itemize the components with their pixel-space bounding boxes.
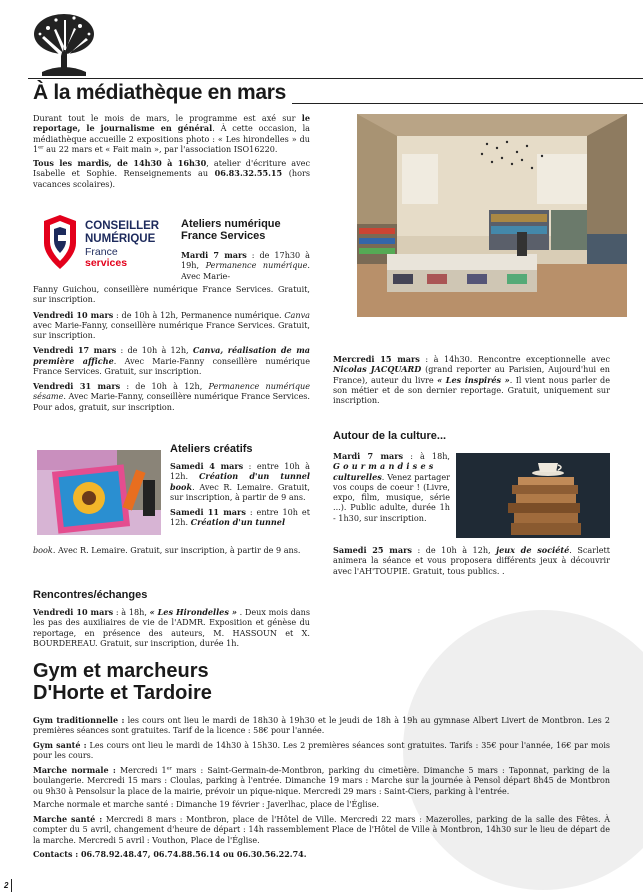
ateliers-creatifs-title: Ateliers créatifs <box>170 443 253 455</box>
gym-traditionnelle: Gym traditionnelle : les cours ont lieu le mardi de 18h30 à 19h30 et le jeudi de 18h à 19h au gymnase Albert Livert de Montbron. Les 2 premières séances sont gratuites. Tarif de la licence : 58€ pour l'année. <box>33 715 611 736</box>
intro-block <box>33 113 310 189</box>
craft-workshop-photo <box>37 450 161 535</box>
culture-item1-block <box>333 451 450 523</box>
svg-text:NUMÉRIQUE: NUMÉRIQUE <box>85 233 156 245</box>
ateliers-crea-item2-end: book. Avec R. Lemaire. Gratuit, sur inscription, à partir de 9 ans. <box>33 545 301 555</box>
gym-contacts: Contacts : 06.78.92.48.47, 06.74.88.56.14 ou 06.30.56.22.74. <box>33 849 307 860</box>
tree-logo <box>32 12 96 78</box>
ateliers-num-item1-end: Fanny Guichou, conseillère numérique France Services. Gratuit, sur inscription. <box>33 284 310 305</box>
conseiller-numerique-logo <box>40 215 165 271</box>
svg-text:France: France <box>85 246 118 258</box>
ateliers-num-item3: Vendredi 17 mars : de 10h à 12h, Canva, réalisation de ma première affiche. Avec Marie-Fanny conseillère numérique France Services. Gratuit, sur inscription. <box>33 345 311 376</box>
gym-title-line2: D'Horte et Tardoire <box>33 681 212 704</box>
rencontres-item2: Mercredi 15 mars : à 14h30. Rencontre exceptionnelle avec Nicolas JACQUARD (grand reporter au Parisien, Aujourd'hui en France), auteur du livre « Les inspirés ». Il vient nous parler de son métier et de son dernier reportage. Gratuit, uniquement sur inscription. <box>333 354 610 406</box>
culture-heading-block <box>333 430 610 442</box>
mediatheque-interior-photo <box>357 114 627 317</box>
culture-item2-block <box>333 545 610 576</box>
ateliers-num-item1-top <box>181 250 310 281</box>
marche-sante: Marche santé : Mercredi 8 mars : Montbron, place de l'Hôtel de Ville. Mercredi 22 mars : Mazerolles, parking de la salle des Fêtes. À compter du 5 avril, changement d'heure de départ : 14h rassemblement Place de l'Hôtel de Ville à Montbron, 14h30 sur le lieu de départ de la marche. Mercredi 5 avril : Vouthon, Place de l'Église. <box>33 813 611 845</box>
rencontres-item2-block <box>333 354 610 405</box>
svg-text:services: services <box>85 257 128 269</box>
ateliers-num-list <box>33 284 310 412</box>
intro-paragraph: Durant tout le mois de mars, le programme est axé sur le reportage, le journalisme en général. À cette occasion, la médiathèque accueille 2 expositions photo : « Les hirondelles » du 1er au 22 mars et « Fait main », par l'association ISO16220. <box>33 113 311 154</box>
gym-title-line1: Gym et marcheurs <box>33 660 209 682</box>
header-rule <box>28 78 643 79</box>
section-title-mediatheque: À la médiathèque en mars <box>33 81 287 104</box>
title-rule <box>292 103 643 104</box>
gym-content <box>33 715 610 863</box>
page-number-bar <box>11 879 12 892</box>
rencontres-title: Rencontres/échanges <box>33 589 148 601</box>
culture-title: Autour de la culture... <box>333 430 447 442</box>
ateliers-crea-item2-end-block <box>33 545 310 555</box>
ateliers-numerique-title: Ateliers numérique France Services <box>181 218 281 243</box>
ateliers-creatifs-top <box>170 443 310 528</box>
ateliers-num-item1-start: Mardi 7 mars : de 17h30 à 19h, Permanence numérique. Avec Marie- <box>181 250 310 281</box>
svg-text:CONSEILLER: CONSEILLER <box>85 220 160 232</box>
page-number: 2 <box>4 881 9 890</box>
section-title-gym <box>33 661 212 704</box>
ateliers-num-item2: Vendredi 10 mars : de 10h à 12h, Permanence numérique. Canva avec Marie-Fanny, conseillère numérique France Services. Gratuit, sur inscription. <box>33 309 310 341</box>
ateliers-crea-item1: Samedi 4 mars : entre 10h à 12h. Création d'un tunnel book. Avec R. Lemaire. Gratuit, sur inscription, à partir de 9 ans. <box>170 461 310 502</box>
rencontres-item1: Vendredi 10 mars : à 18h, « Les Hirondelles » . Deux mois dans les pas des auxiliaires de vie de l'ADMR. Exposition et génèse du reportage, en présence des auteurs, M. HASSOUN et X. BOURDEREAU. Gratuit, sur inscription, durée 1h. <box>33 607 310 648</box>
books-teacup-photo <box>456 453 610 538</box>
ateliers-num-item4: Vendredi 31 mars : de 10h à 12h, Permanence numérique sésame. Avec Marie-Fanny, conseillère numérique France Services. Pour ados, gratuit, sur inscription. <box>33 381 311 412</box>
gym-sante: Gym santé : Les cours ont lieu le mardi de 14h30 à 15h30. Les 2 premières séances sont gratuites. Tarifs : 35€ pour l'année, 16€ par mois pour les cours. <box>33 739 610 761</box>
ateliers-crea-item2-start: Samedi 11 mars : entre 10h et 12h. Création d'un tunnel <box>170 507 310 528</box>
culture-item1: Mardi 7 mars : à 18h, Gourmandises culturelles. Venez partager vos coups de coeur ! (Livre, expo, film, musique, série ...). Public adulte, durée 1h - 1h30, sur inscription. <box>333 451 450 523</box>
rencontres-block <box>33 589 310 648</box>
culture-item2: Samedi 25 mars : de 10h à 12h, jeux de société. Scarlett animera la séance et vous proposera différents jeux à découvrir avec l'AH'TOUPIE. Gratuit, tous publics. . <box>333 545 610 576</box>
marche-normale: Marche normale : Mercredi 1er mars : Saint-Germain-de-Montbron, parking du cimetière. Dimanche 5 mars : Taponnat, parking de la boulangerie. Mercredi 15 mars : Cloulas, parking à l'entrée. Dimanche 19 mars : Marche sur la journée à Pensol départ 8h45 de Montbron ou 9h30 à Pensolsur la place de la mairie, prévoir un pique-nique. Mercredi 29 mars : Saint-Ciers, parking à l'entrée. <box>33 764 610 796</box>
writing-workshop-paragraph: Tous les mardis, de 14h30 à 16h30, atelier d'écriture avec Isabelle et Sophie. Renseignements au 06.83.32.55.15 (hors vacances scolaires). <box>33 158 311 189</box>
ateliers-numerique-heading <box>181 218 310 242</box>
marche-normale-et-sante: Marche normale et marche santé : Dimanche 19 février : Javerlhac, place de l'Église. <box>33 800 379 810</box>
